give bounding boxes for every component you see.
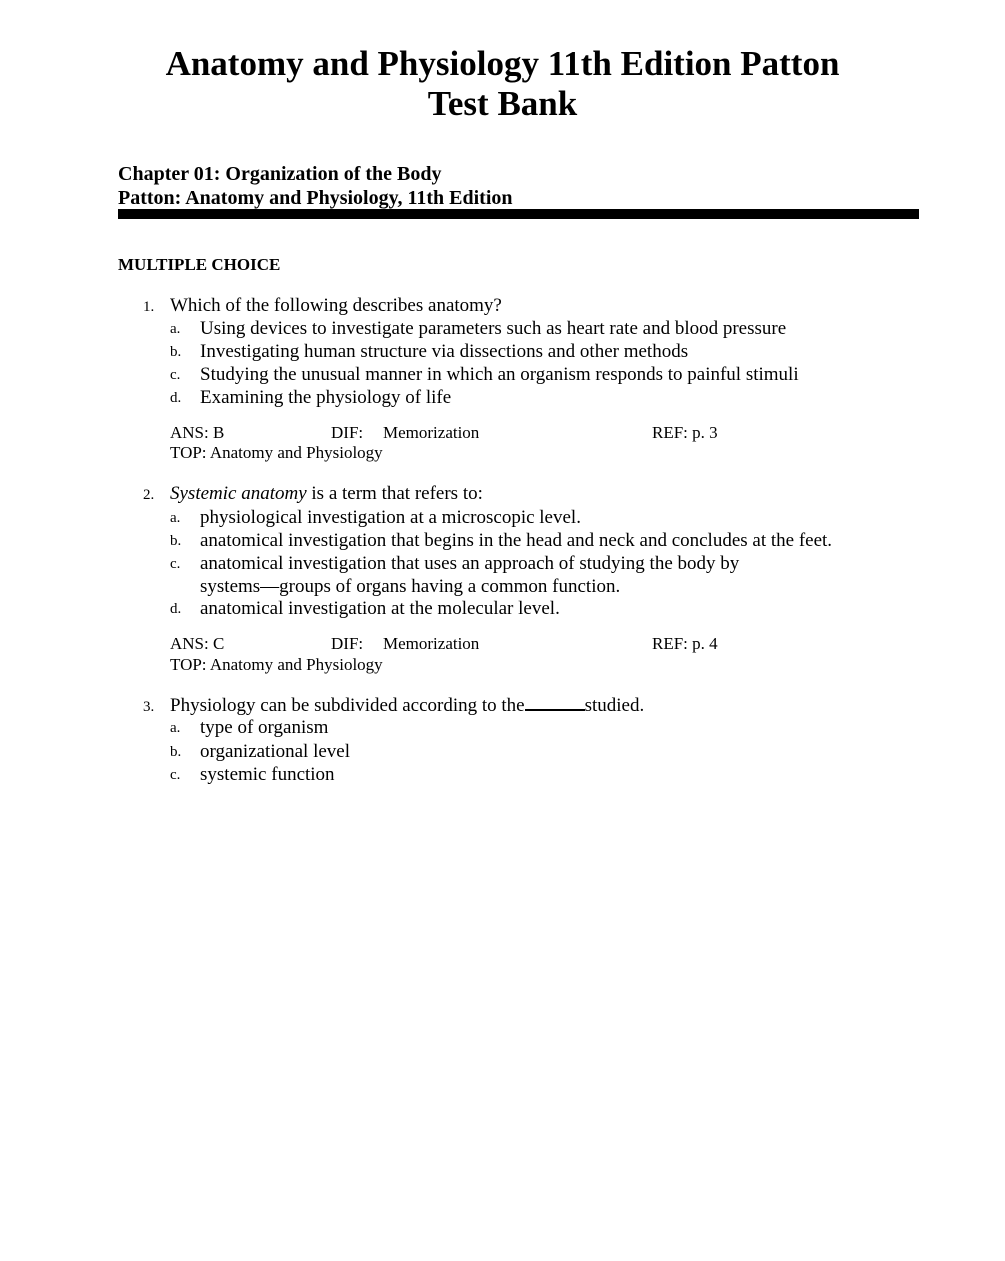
option-letter: b. bbox=[170, 533, 182, 549]
option-letter: a. bbox=[170, 510, 181, 526]
topic: TOP: Anatomy and Physiology bbox=[170, 655, 383, 674]
option-letter: c. bbox=[170, 367, 181, 383]
reference: REF: p. 4 bbox=[652, 634, 718, 653]
option-text: Examining the physiology of life bbox=[200, 387, 452, 408]
book-heading: Patton: Anatomy and Physiology, 11th Edition bbox=[118, 187, 513, 209]
answer: ANS: C bbox=[170, 634, 225, 653]
header-divider bbox=[118, 209, 919, 219]
difficulty: Memorization bbox=[383, 423, 480, 442]
option-letter: a. bbox=[170, 720, 181, 736]
chapter-heading: Chapter 01: Organization of the Body bbox=[118, 163, 442, 185]
stem-before-blank: Physiology can be subdivided according to the bbox=[170, 695, 525, 716]
option-letter: d. bbox=[170, 390, 182, 406]
section-heading: MULTIPLE CHOICE bbox=[118, 255, 281, 274]
option-text-continued: systems—groups of organs having a common function. bbox=[200, 576, 621, 597]
question-stem bbox=[170, 695, 644, 717]
option-text: type of organism bbox=[200, 717, 329, 738]
option-letter: c. bbox=[170, 767, 181, 783]
option-text: Investigating human structure via dissections and other methods bbox=[200, 341, 689, 362]
difficulty-label: DIF: bbox=[331, 634, 364, 653]
option-text: anatomical investigation at the molecular level. bbox=[200, 598, 560, 619]
option-letter: b. bbox=[170, 344, 182, 360]
question-number: 3. bbox=[143, 699, 155, 715]
stem-rest: is a term that refers to: bbox=[306, 483, 483, 504]
stem-italic-term: Systemic anatomy bbox=[170, 483, 307, 504]
option-text: physiological investigation at a microscopic level. bbox=[200, 507, 581, 528]
option-text: anatomical investigation that begins in the head and neck and concludes at the feet. bbox=[200, 530, 833, 551]
stem-after-blank: studied. bbox=[584, 695, 645, 716]
question-number: 1. bbox=[143, 299, 155, 315]
question-number: 2. bbox=[143, 487, 155, 503]
option-letter: a. bbox=[170, 321, 181, 337]
question-stem: Which of the following describes anatomy? bbox=[170, 295, 502, 316]
option-text: anatomical investigation that uses an approach of studying the body by bbox=[200, 553, 740, 574]
difficulty-label: DIF: bbox=[331, 423, 364, 442]
option-letter: d. bbox=[170, 601, 182, 617]
answer: ANS: B bbox=[170, 423, 225, 442]
option-letter: c. bbox=[170, 556, 181, 572]
reference: REF: p. 3 bbox=[652, 423, 718, 442]
document-title-line1: Anatomy and Physiology 11th Edition Patton bbox=[165, 44, 840, 83]
difficulty: Memorization bbox=[383, 634, 480, 653]
document-title-line2: Test Bank bbox=[427, 84, 578, 123]
question-stem bbox=[170, 483, 483, 505]
option-text: Studying the unusual manner in which an organism responds to painful stimuli bbox=[200, 364, 799, 385]
option-letter: b. bbox=[170, 744, 182, 760]
option-text: systemic function bbox=[200, 764, 335, 785]
fill-in-blank bbox=[525, 695, 585, 711]
option-text: organizational level bbox=[200, 741, 351, 762]
topic: TOP: Anatomy and Physiology bbox=[170, 443, 383, 462]
option-text: Using devices to investigate parameters such as heart rate and blood pressure bbox=[200, 318, 787, 339]
